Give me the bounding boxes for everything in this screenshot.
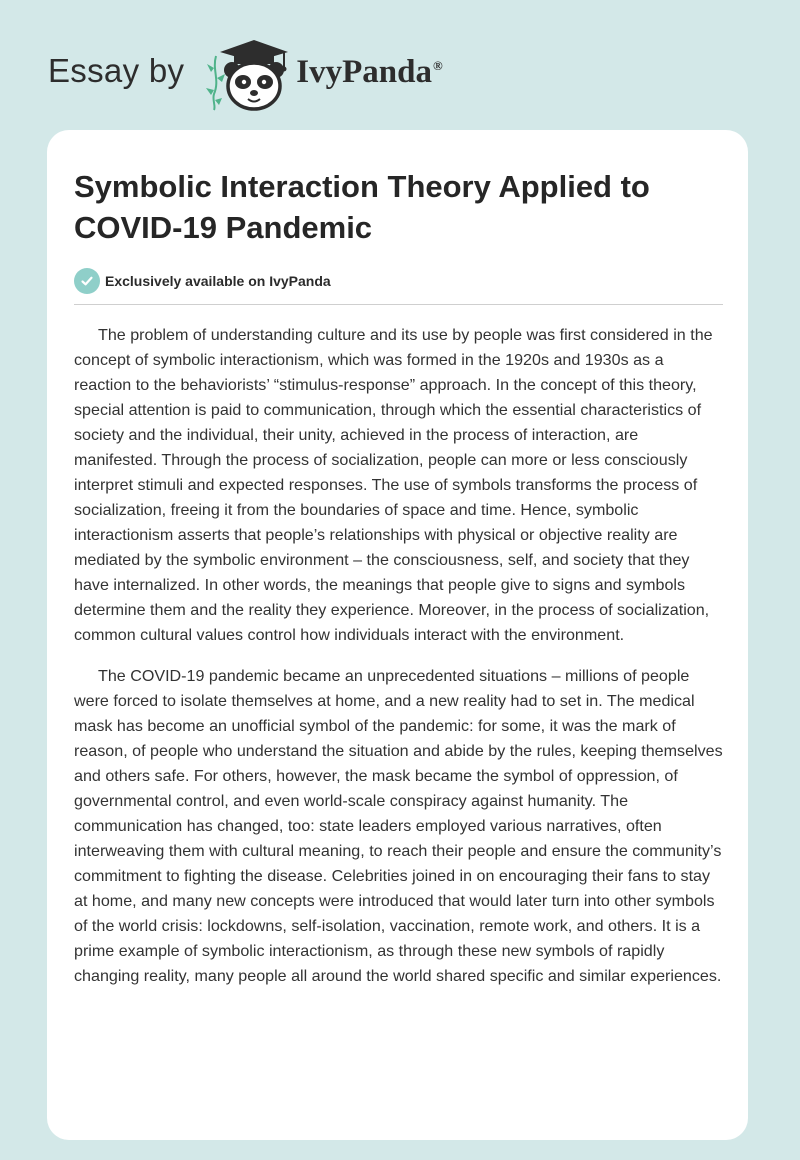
essay-card <box>47 130 748 1140</box>
site-header <box>48 36 488 112</box>
essay-body <box>74 323 723 989</box>
exclusive-badge <box>74 267 723 295</box>
brand-prefix: Essay by <box>48 51 185 89</box>
paragraph: The problem of understanding culture and its use by people was first considered in the concept of symbolic interactionism, which was formed in the 1920s and 1930s as a reaction to the behaviorists’ “stimulus-response” approach. In the concept of this theory, special attention is paid to communication, through which the essential characteristics of society and the individual, their unity, achieved in the process of interaction, are manifested. Through the process of socialization, people can more or less consciously interpret stimuli and expected responses. The use of symbols transforms the process of socialization, freeing it from the boundaries of space and time. Hence, symbolic interactionism asserts that people’s relationships with physical or objective reality are mediated by the symbolic environment – the consciousness, self, and society that they have internalized. In other words, the meanings that people give to signs and symbols determine them and the reality they experience. Moreover, in the process of socialization, common cultural values control how individuals interact with the environment. <box>74 326 713 644</box>
check-icon <box>74 268 100 294</box>
paragraph: The COVID-19 pandemic became an unprecedented situations – millions of people were forced to isolate themselves at home, and a new reality had to set in. The medical mask has become an unofficial symbol of the pandemic: for some, it was the mark of reason, of people who understand the situation and abide by the rules, keeping themselves and others safe. For others, however, the mask became the symbol of oppression, of governmental control, and even world-scale conspiracy against humanity. The communication has changed, too: state leaders employed various narratives, often interweaving them with cultural meaning, to reach their people and ensure the community’s commitment to fighting the disease. Celebrities joined in on encouraging their fans to stay at home, and many new concepts were introduced that would later turn into other symbols of the world crisis: lockdowns, self-isolation, vaccination, remote work, and others. It is a prime example of symbolic interactionism, as through these new symbols of rapidly changing reality, many people all around the world shared specific and similar experiences. <box>74 667 723 985</box>
panda-logo-icon[interactable] <box>202 36 294 112</box>
brand-name-text: IvyPanda <box>296 53 433 90</box>
registered-mark: ® <box>433 57 443 73</box>
exclusive-badge-label: Exclusively available on IvyPanda <box>105 273 331 289</box>
divider <box>74 304 723 305</box>
page-title: Symbolic Interaction Theory Applied to COVID-19 Pandemic <box>74 169 650 245</box>
brand-name[interactable] <box>296 54 442 91</box>
